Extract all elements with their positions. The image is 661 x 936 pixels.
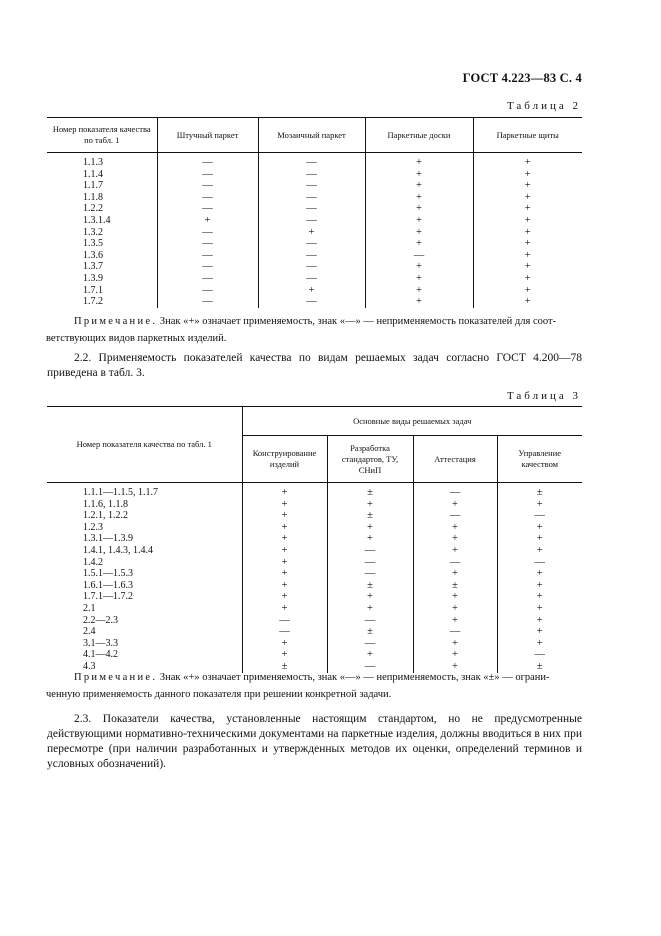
table-cell: + [365, 169, 473, 181]
table-cell: + [473, 285, 582, 297]
table-cell: — [157, 169, 258, 181]
table-cell: + [242, 499, 327, 511]
table-cell: — [327, 568, 413, 580]
table2-column-header: Паркетные доски [365, 118, 473, 153]
table-cell: + [497, 580, 582, 592]
table-cell: — [157, 180, 258, 192]
row-indicator-number: 1.7.2 [83, 296, 103, 308]
table-cell: + [497, 615, 582, 627]
table-cell: + [365, 180, 473, 192]
table-cell: ± [242, 661, 327, 673]
table-row [47, 638, 582, 650]
table3-caption: Таблица 3 [506, 390, 581, 402]
note-label: Примечание. [74, 316, 158, 327]
table-cell: — [413, 557, 497, 569]
table-cell: + [242, 591, 327, 603]
table-cell: + [473, 261, 582, 273]
table-cell: + [327, 533, 413, 545]
table-cell: — [258, 180, 365, 192]
table-cell: — [157, 273, 258, 285]
table-cell: + [497, 522, 582, 534]
table-cell: + [365, 273, 473, 285]
table-cell: — [157, 227, 258, 239]
table-3 [47, 406, 582, 673]
row-indicator-number: 2.1 [83, 602, 96, 614]
note-text-continued: ветствующих видов паркетных изделий. [46, 333, 227, 344]
table-cell: + [242, 510, 327, 522]
table-row [47, 153, 582, 169]
table-cell: + [242, 568, 327, 580]
table-row [47, 273, 582, 285]
table-cell: + [473, 296, 582, 308]
row-indicator-number: 1.3.2 [83, 226, 103, 238]
row-indicator-number: 1.5.1—1.5.3 [83, 568, 133, 580]
table-row [47, 649, 582, 661]
table-cell: + [413, 615, 497, 627]
table-cell: + [473, 238, 582, 250]
table-cell: — [258, 261, 365, 273]
table-cell: — [258, 203, 365, 215]
table-cell: — [258, 296, 365, 308]
table-cell: + [497, 533, 582, 545]
table-row [47, 522, 582, 534]
table2-column-header: Паркетные щиты [473, 118, 582, 153]
table-row [47, 203, 582, 215]
row-indicator-number: 1.4.2 [83, 556, 103, 568]
table3-column-header: Аттестация [413, 436, 497, 483]
table3-note [46, 669, 582, 703]
table-cell: — [157, 261, 258, 273]
table-cell: + [242, 483, 327, 499]
table-cell: + [242, 580, 327, 592]
table-cell: + [242, 649, 327, 661]
row-indicator-number: 1.6.1—1.6.3 [83, 579, 133, 591]
row-indicator-number: 1.1.1—1.1.5, 1.1.7 [83, 487, 158, 498]
table-cell: + [473, 153, 582, 169]
table2-column-header: Мозаичный паркет [258, 118, 365, 153]
table-cell: + [365, 296, 473, 308]
table-cell: — [327, 545, 413, 557]
table-cell: + [413, 499, 497, 511]
table-cell: ± [327, 580, 413, 592]
table-cell: + [242, 557, 327, 569]
table-cell: — [258, 169, 365, 181]
row-indicator-number: 1.3.1—1.3.9 [83, 533, 133, 545]
table-row [47, 533, 582, 545]
table-row [47, 169, 582, 181]
row-indicator-number: 1.1.8 [83, 191, 103, 203]
table-row [47, 483, 582, 499]
table-cell: — [157, 296, 258, 308]
table-cell: — [258, 153, 365, 169]
row-indicator-number: 1.3.9 [83, 272, 103, 284]
table-cell: + [473, 203, 582, 215]
table-row [47, 580, 582, 592]
table-cell: + [365, 238, 473, 250]
table3-column-header: Разработка стандартов, ТУ, СНиП [327, 436, 413, 483]
table-row [47, 238, 582, 250]
table-cell: — [258, 215, 365, 227]
table-cell: + [473, 192, 582, 204]
table-cell: + [473, 169, 582, 181]
table-row [47, 250, 582, 262]
table-cell: + [365, 192, 473, 204]
table-cell: + [497, 638, 582, 650]
table-cell: — [242, 615, 327, 627]
row-indicator-number: 1.7.1—1.7.2 [83, 591, 133, 603]
table-row [47, 296, 582, 308]
table3-body [47, 483, 582, 673]
table-cell: — [157, 203, 258, 215]
row-indicator-number: 3.1—3.3 [83, 637, 118, 649]
row-indicator-number: 1.1.3 [83, 157, 103, 168]
table-cell: — [157, 192, 258, 204]
table-cell: + [413, 638, 497, 650]
table-cell: + [258, 227, 365, 239]
table-row [47, 261, 582, 273]
table-row [47, 285, 582, 297]
table2-column-header: Номер показателя качества по табл. 1 [47, 118, 157, 153]
table-row [47, 180, 582, 192]
table-cell: — [365, 250, 473, 262]
row-indicator-number: 4.3 [83, 660, 96, 672]
table-cell: + [497, 591, 582, 603]
page-header: ГОСТ 4.223—83 С. 4 [462, 71, 582, 85]
table-cell: + [497, 499, 582, 511]
row-indicator-number: 1.2.3 [83, 521, 103, 533]
table-cell: + [413, 568, 497, 580]
table-cell: + [327, 499, 413, 511]
table-cell: + [327, 603, 413, 615]
table3-group-header: Основные виды решаемых задач [242, 407, 582, 436]
table-row [47, 568, 582, 580]
row-indicator-number: 2.4 [83, 626, 96, 638]
row-indicator-number: 1.2.1, 1.2.2 [83, 510, 128, 522]
row-indicator-number: 1.1.7 [83, 180, 103, 192]
table-cell: + [413, 661, 497, 673]
table-row [47, 215, 582, 227]
table-cell: + [258, 285, 365, 297]
table-cell: + [413, 603, 497, 615]
table-cell: + [473, 273, 582, 285]
table2-body [47, 153, 582, 308]
table-cell: + [365, 261, 473, 273]
table-cell: — [258, 273, 365, 285]
table-row [47, 603, 582, 615]
table3-column-header: Управление качеством [497, 436, 582, 483]
table-cell: — [327, 638, 413, 650]
note-text-continued: ченную применяемость данного показателя при решении конкретной задачи. [46, 689, 392, 700]
note-label: Примечание. [74, 672, 158, 683]
table-cell: + [242, 545, 327, 557]
table-cell: — [327, 615, 413, 627]
table3-header-row-1 [47, 407, 582, 436]
table-cell: + [497, 545, 582, 557]
table-row [47, 499, 582, 511]
row-indicator-number: 1.3.7 [83, 261, 103, 273]
table-cell: + [473, 215, 582, 227]
table-cell: + [473, 227, 582, 239]
table-cell: — [157, 238, 258, 250]
table-cell: + [242, 603, 327, 615]
table-row [47, 192, 582, 204]
table-cell: + [365, 285, 473, 297]
row-indicator-number: 1.3.6 [83, 249, 103, 261]
table-row [47, 557, 582, 569]
table-cell: — [157, 250, 258, 262]
row-indicator-number: 2.2—2.3 [83, 614, 118, 626]
table-cell: + [157, 215, 258, 227]
table-cell: — [327, 557, 413, 569]
table2-column-header: Штучный паркет [157, 118, 258, 153]
paragraph-2-3: 2.3. Показатели качества, установленные настоящим стандартом, но не предусмотренные действующими нормативно-техническими документами на паркетные изделия, должны вводиться в них при пересмотре (при наличии разработанных и утвержденных методов их оценки, определений терминов и условных обозначений). [47, 713, 582, 770]
table-cell: ± [327, 626, 413, 638]
table-cell: — [258, 238, 365, 250]
table-row [47, 545, 582, 557]
table-cell: — [497, 557, 582, 569]
table-cell: + [327, 522, 413, 534]
table-cell: ± [497, 483, 582, 499]
note-text: Знак «+» означает применяемость, знак «—» — неприменяемость, знак «±» — ограни- [157, 672, 550, 683]
table-cell: — [497, 649, 582, 661]
row-indicator-number: 1.1.4 [83, 168, 103, 180]
row-indicator-number: 1.3.1.4 [83, 214, 111, 226]
table-cell: + [242, 522, 327, 534]
table-cell: + [497, 626, 582, 638]
table-cell: + [497, 603, 582, 615]
note-text: Знак «+» означает применяемость, знак «—» — неприменяемость показателей для соот- [157, 316, 557, 327]
table-row [47, 626, 582, 638]
row-indicator-number: 1.3.5 [83, 238, 103, 250]
table-cell: — [413, 510, 497, 522]
table-cell: — [327, 661, 413, 673]
table-cell: + [413, 649, 497, 661]
table-row [47, 510, 582, 522]
table-cell: + [413, 522, 497, 534]
table-cell: ± [327, 483, 413, 499]
table-cell: — [413, 626, 497, 638]
table-cell: + [365, 215, 473, 227]
table-cell: + [327, 649, 413, 661]
table-cell: + [242, 638, 327, 650]
table-cell: + [365, 203, 473, 215]
table-cell: + [327, 591, 413, 603]
table-cell: — [258, 192, 365, 204]
table2-caption: Таблица 2 [506, 100, 581, 112]
table-cell: + [413, 533, 497, 545]
row-indicator-number: 1.7.1 [83, 284, 103, 296]
table-cell: + [365, 153, 473, 169]
table-cell: + [497, 568, 582, 580]
table-cell: — [258, 250, 365, 262]
table-row [47, 227, 582, 239]
table-cell: ± [327, 510, 413, 522]
row-indicator-number: 1.4.1, 1.4.3, 1.4.4 [83, 544, 153, 556]
table-cell: + [365, 227, 473, 239]
table2-header-row [47, 118, 582, 153]
table-2 [47, 117, 582, 308]
table2-note [46, 313, 582, 347]
table-cell: — [157, 153, 258, 169]
table-cell: + [413, 545, 497, 557]
table3-first-column-header: Номер показателя качества по табл. 1 [47, 407, 242, 483]
table-cell: — [413, 483, 497, 499]
table-cell: + [473, 180, 582, 192]
paragraph-2-2: 2.2. Применяемость показателей качества по видам решаемых задач согласно ГОСТ 4.200—78 приведена в табл. 3. [47, 352, 582, 379]
table-row [47, 591, 582, 603]
table-cell: ± [413, 580, 497, 592]
table-cell: ± [497, 661, 582, 673]
row-indicator-number: 1.1.6, 1.1.8 [83, 498, 128, 510]
table-cell: — [157, 285, 258, 297]
table-cell: — [497, 510, 582, 522]
table-row [47, 615, 582, 627]
table3-column-header: Конструирование изделий [242, 436, 327, 483]
row-indicator-number: 4.1—4.2 [83, 649, 118, 661]
table-cell: + [242, 533, 327, 545]
table-cell: + [473, 250, 582, 262]
table-cell: — [242, 626, 327, 638]
table-cell: + [413, 591, 497, 603]
row-indicator-number: 1.2.2 [83, 203, 103, 215]
